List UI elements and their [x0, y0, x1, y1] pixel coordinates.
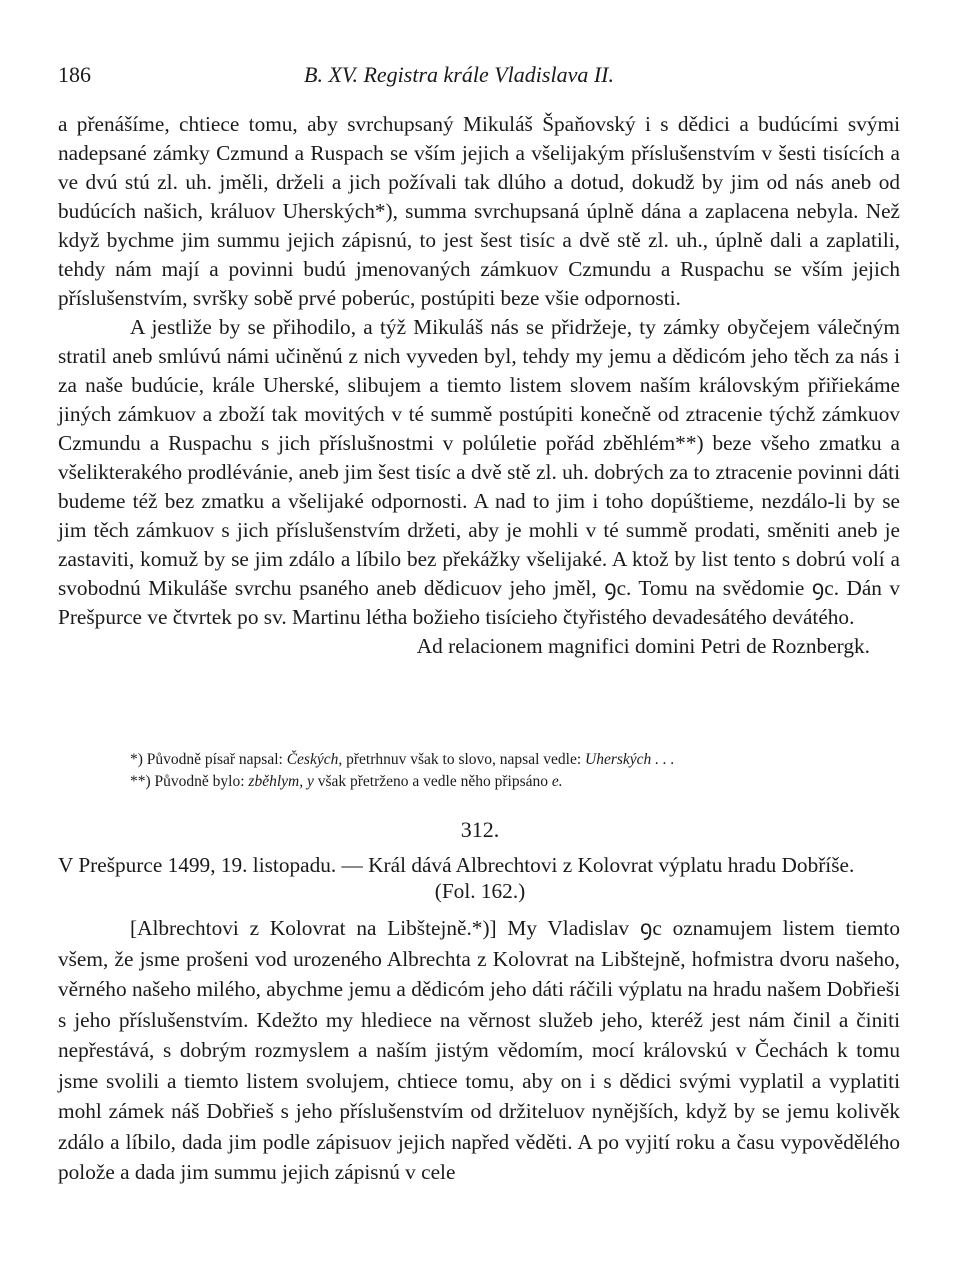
footnote-text: přetrhnuv však to slovo, napsal vedle:: [346, 751, 582, 768]
footnote-text: Původně písař napsal:: [146, 751, 283, 768]
paragraph: a přenášíme, chtiece tomu, aby svrchupsaný Mikuláš Špaňovský i s dědici a budúcími svými nadepsané zámky Czmund a Ruspach se vším jejich a všelijakým příslušenstvím v šesti tisících a ve dvú stú zl. uh. jměli, drželi a jich požívali tak dlúho a dotud, dokudž by jim od nás aneb od budúcích našich, králuov Uherských*), summa svrchupsaná úplně dána a zaplacena nebyla. Než když bychme jim summu jejich zápisnú, to jest šest tisíc a dvě stě zl. uh., úplně dali a zaplatili, tehdy nám mají a povinni budú jmenovaných zámkuov Czmundu a Ruspachu se vším jejich příslušenstvím, svršky sobě prvé poberúc, postúpiti beze všie odpornosti.: [58, 112, 900, 310]
continued-text: [58, 110, 900, 661]
footnote-text: Původně bylo:: [154, 773, 245, 790]
document-text: [58, 913, 900, 1188]
footnote-mark: *): [130, 751, 143, 768]
footnote-word: Uherských . . .: [585, 751, 675, 768]
footnote-word: Českých,: [286, 751, 343, 768]
ad-relationem-line: Ad relacionem magnifici domini Petri de Roznbergk.: [416, 634, 870, 658]
paragraph: A jestliže by se přihodilo, a týž Mikuláš nás se přidržeje, ty zámky obyčejem válečným stratil aneb smlúvú námi učiněnú z nich vyveden byl, tehdy my jemu a dědicóm jeho těch za nás i za naše budúcie, krále Uherské, slibujem a tiemto listem slovem naším královským přiřiekáme jiných zámkuov a zboží tak movitých v té summě postúpiti konečně od ztracenie týchž zámkuov Czmundu a Ruspachu s jich příslušnostmi v polúletie pořád zběhlém**) beze všeho zmatku a všelikterakého prodlévánie, aneb jim šest tisíc a dvě stě zl. uh. dobrých za to ztracenie povinni dáti budeme též bez zmatku a všelijaké odpornosti. A nad to jim i toho dopúštieme, nezdálo-li by se jim těch zámkuov s jich příslušenstvím držeti, aby je mohli v té summě prodati, směniti aneb je zastaviti, komuž by se jim zdálo a líbilo bez překážky všelijaké. A ktož by list tento s dobrú volí a svobodnú Mikuláše svrchu psaného aneb dědicuov jeho jměl, ꝯc. Tomu na svědomie ꝯc. Dán v Prešpurce ve čtvrtek po sv. Martinu létha božieho tisícieho čtyřistého devadesátého devátého.: [58, 315, 900, 629]
paragraph: [Albrechtovi z Kolovrat na Libštejně.*)] My Vladislav ꝯc oznamujem listem tiemto všem, že jsme prošeni vod urozeného Albrechta z Kolovrat na Libštejně, hofmistra dvoru našeho, věrného našeho milého, abychme jemu a dědicóm jeho dáti ráčili výplatu na hradu našem Dobřieši s jeho příslušenstvím. Kdežto my hlediece na věrnost služeb jeho, kteréž jest nám činil a činiti nepřestává, s dobrým rozmyslem a naším jistým vědomím, mocí královskú v Čechách k tomu jsme svolili a tiemto listem svolujem, chtiece tomu, aby on i s dědici svými vyplatil a vyplatiti mohl zámek náš Dobřieš s jeho příslušenstvím od držiteluov nynějších, když by se jemu kolivěk zdálo a líbilo, dada jim podle zápisuov jejich napřed věděti. A po vyjití roku a času vypovědělého polože a dada jim summu jejich zápisnú v cele: [58, 916, 900, 1184]
running-title: B. XV. Registra krále Vladislava II.: [304, 62, 614, 87]
footnote-word: e.: [551, 773, 563, 790]
footnote-mark: **): [130, 773, 151, 790]
footnote-word: zběhlym,: [248, 773, 304, 790]
document-number: 312.: [460, 817, 500, 842]
footnote-2: [58, 771, 900, 793]
document-regest: V Prešpurce 1499, 19. listopadu. — Král dává Albrechtovi z Kolovrat výplatu hradu Dobříše.: [58, 853, 855, 877]
folio-reference: (Fol. 162.): [434, 879, 526, 903]
footnote-1: [58, 749, 900, 771]
page-header: [58, 62, 902, 92]
page-number: 186: [58, 62, 91, 87]
footnote-word: y: [306, 773, 314, 790]
footnote-text: však přetrženo a vedle něho připsáno: [317, 773, 548, 790]
